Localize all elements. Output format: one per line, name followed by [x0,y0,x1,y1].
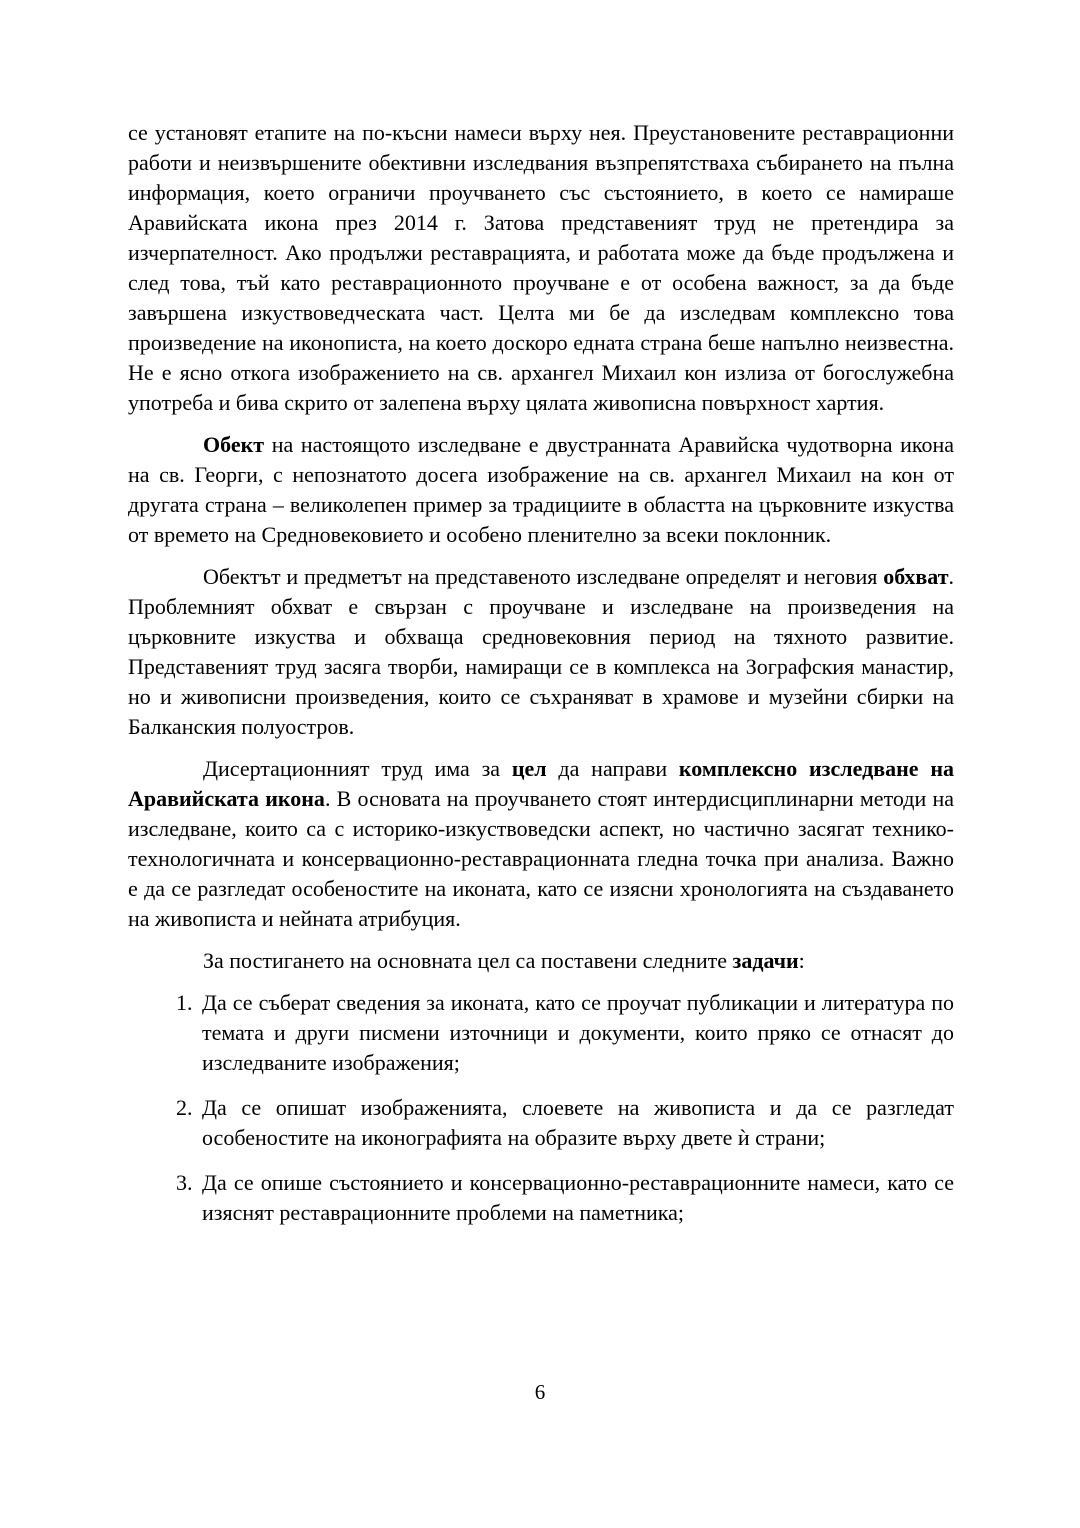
bold-term: комплексно изследване на Аравийската икона [128,756,955,811]
bold-term: задачи [732,948,799,973]
paragraphs [128,118,954,976]
text-run: За постигането на основната цел са поставени следните [203,948,733,973]
bold-term: Обект [203,432,265,457]
text-run: се установят етапите на по-късни намеси върху нея. Преустановените реставрационни работи и неизвършените обективни изследвания възпрепятстваха събирането на пълна информация, което ограничи проучването със състоянието, в което се намираше Аравийската икона през 2014 г. Затова представеният труд не претендира за изчерпателност. Ако продължи реставрацията, и работата може да бъде продължена и след това, тъй като реставрационното проучване е от особена важност, за да бъде завършена изкуствоведческата част. Целта ми бе да изследвам комплексно това произведение на иконописта, на което доскоро едната страна беше напълно неизвестна. Не е ясно откога изображението на св. архангел Михаил кон излиза от богослужебна употреба и бива скрито от залепена върху цялата живописна повърхност хартия. [128,120,954,415]
task-item [198,1093,954,1153]
paragraph [128,562,954,742]
text-run: . В основата на проучването стоят интердисциплинарни методи на изследване, които са с историко-изкуствоведски аспект, но частично засягат технико-технологичната и консервационно-реставрационната гледна точка при анализа. Важно е да се разгледат особеностите на иконата, като се изясни хронологията на създаването на живописта и нейната атрибуция. [128,786,954,931]
bold-term: цел [511,756,547,781]
text-run: Дисертационният труд има за [203,756,512,781]
page-number: 6 [534,1380,546,1404]
document-content [128,118,954,1243]
text-run: Да се съберат сведения за иконата, като се проучат публикации и литература по темата и други писмени източници и документи, които пряко се отнасят до изследваните изображения; [202,990,954,1075]
task-item [198,988,954,1078]
bold-term: обхват [883,564,949,589]
task-list [128,988,954,1228]
text-run: на настоящото изследване е двустранната Аравийска чудотворна икона на св. Георги, с непознатото досега изображение на св. архангел Михаил на кон от другата страна – великолепен пример за традициите в областта на църковните изкуства от времето на Средновековието и особено пленително за всеки поклонник. [128,432,954,547]
text-run: Да се опишат изображенията, слоевете на живописта и да се разгледат особеностите на иконографията на образите върху двете ѝ страни; [202,1095,954,1150]
paragraph [128,118,954,418]
task-item [198,1168,954,1228]
paragraph [128,754,954,934]
text-run: Да се опише състоянието и консервационно-реставрационните намеси, като се изяснят реставрационните проблеми на паметника; [202,1170,954,1225]
paragraph [128,946,954,976]
text-run: да направи [546,756,679,781]
text-run: . Проблемният обхват е свързан с проучване и изследване на произведения на църковните изкуства и обхваща средновековния период на тяхното развитие. Представеният труд засяга творби, намиращи се в комплекса на Зографския манастир, но и живописни произведения, които се съхраняват в храмове и музейни сбирки на Балканския полуостров. [128,564,954,739]
text-run: Обектът и предметът на представеното изследване определят и неговия [203,564,884,589]
paragraph [128,430,954,550]
text-run: : [798,948,805,973]
